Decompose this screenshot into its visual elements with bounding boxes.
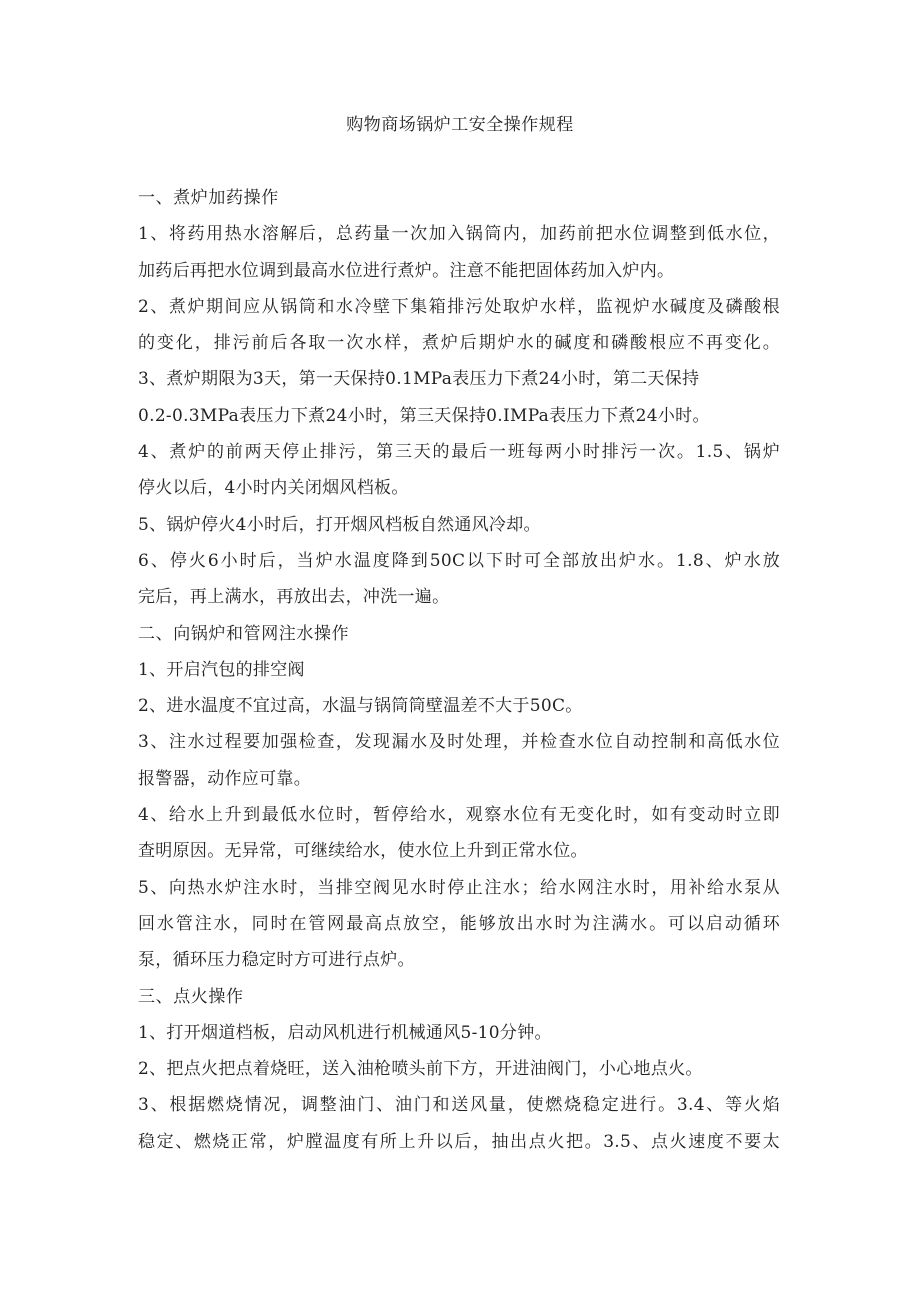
paragraph-line: 加药后再把水位调到最高水位进行煮炉。注意不能把固体药加入炉内。 [138, 260, 675, 281]
paragraph-line: 1、打开烟道档板，启动风机进行机械通风5-10分钟。 [138, 1022, 552, 1043]
paragraph-line: 完后，再上满水，再放出去，冲洗一遍。 [138, 587, 450, 608]
paragraph-line: 3、注水过程要加强检查，发现漏水及时处理，并检查水位自动控制和高低水位 [138, 732, 780, 753]
paragraph-line: 2、进水温度不宜过高，水温与锅筒筒壁温差不大于50C。 [138, 696, 583, 717]
document-body [138, 180, 780, 1160]
section-heading: 二、向锅炉和管网注水操作 [138, 623, 350, 644]
paragraph-line: 稳定、燃烧正常，炉膛温度有所上升以后，抽出点火把。3.5、点火速度不要太 [138, 1131, 780, 1152]
paragraph-line: 1、将药用热水溶解后，总药量一次加入锅筒内，加药前把水位调整到低水位， [138, 224, 780, 245]
paragraph-line: 的变化，排污前后各取一次水样，煮炉后期炉水的碱度和磷酸根应不再变化。 [138, 333, 780, 354]
paragraph-line: 3、根据燃烧情况，调整油门、油门和送风量，使燃烧稳定进行。3.4、等火焰 [138, 1095, 780, 1116]
paragraph-line: 1、开启汽包的排空阀 [138, 659, 305, 680]
paragraph-line: 泵，循环压力稳定时方可进行点炉。 [138, 950, 415, 971]
section-heading: 一、煮炉加药操作 [138, 188, 279, 208]
paragraph-line: 查明原因。无异常，可继续给水，使水位上升到正常水位。 [138, 841, 588, 862]
paragraph-line: 报警器，动作应可靠。 [138, 768, 311, 789]
paragraph-line: 2、把点火把点着烧旺，送入油枪喷头前下方，开进油阀门，小心地点火。 [138, 1059, 703, 1080]
paragraph-line: 3、煮炉期限为3天，第一天保持0.1MPa表压力下煮24小时，第二天保持 [138, 369, 700, 390]
paragraph-line: 0.2-0.3MPa表压力下煮24小时，第三天保持0.IMPa表压力下煮24小时。 [138, 405, 710, 426]
section-heading: 三、点火操作 [138, 986, 244, 1007]
paragraph-line: 2、煮炉期间应从锅筒和水冷壁下集箱排污处取炉水样，监视炉水碱度及磷酸根 [138, 296, 780, 317]
paragraph-line: 4、给水上升到最低水位时，暂停给水，观察水位有无变化时，如有变动时立即 [138, 805, 780, 826]
paragraph-line: 6、停火6小时后，当炉水温度降到50C以下时可全部放出炉水。1.8、炉水放 [138, 550, 780, 571]
paragraph-line: 停火以后，4小时内关闭烟风档板。 [138, 478, 409, 499]
document-title: 购物商场锅炉工安全操作规程 [346, 115, 574, 135]
paragraph-line: 5、向热水炉注水时，当排空阀见水时停止注水；给水网注水时，用补给水泵从 [138, 877, 780, 898]
paragraph-line: 4、煮炉的前两天停止排污，第三天的最后一班每两小时排污一次。1.5、锅炉 [138, 442, 780, 463]
paragraph-line: 回水管注水，同时在管网最高点放空，能够放出水时为注满水。可以启动循环 [138, 913, 780, 934]
paragraph-line: 5、锅炉停火4小时后，打开烟风档板自然通风冷却。 [138, 514, 541, 535]
